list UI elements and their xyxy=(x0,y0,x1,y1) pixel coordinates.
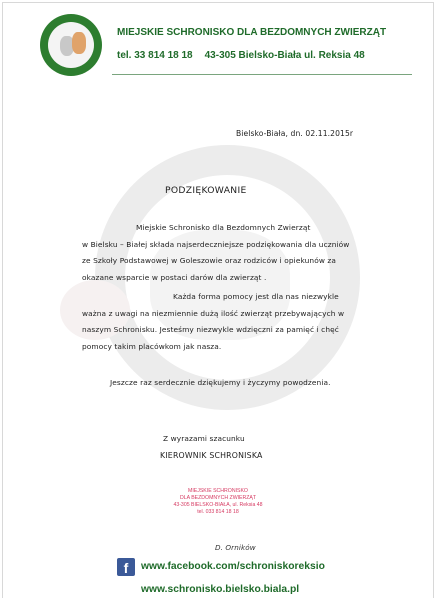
para1-line: ze Szkoły Podstawowej w Goleszowie oraz rodziców i opiekunów za xyxy=(82,256,337,265)
para1-line: Miejskie Schronisko dla Bezdomnych Zwierząt xyxy=(136,223,311,232)
logo-dog-icon xyxy=(72,32,86,54)
para2-line: ważna z uwagi na niezmiennie dużą ilość zwierząt przebywających w xyxy=(82,309,345,318)
para2-line: naszym Schronisku. Jesteśmy niezwykle wdzięczni za pamięć i chęć xyxy=(82,325,339,334)
para1-line: okazane wsparcie w postaci darów dla zwierząt . xyxy=(82,273,267,282)
para1-line: w Bielsku – Białej składa najserdeczniejsze podziękowania dla uczniów xyxy=(82,240,350,249)
para2-line: pomocy takim placówkom jak nasza. xyxy=(82,342,222,351)
header-divider xyxy=(112,74,412,75)
page-border-right xyxy=(433,2,434,598)
header-title: MIEJSKIE SCHRONISKO DLA BEZDOMNYCH ZWIERZĄT xyxy=(117,27,387,38)
stamp-line: DLA BEZDOMNYCH ZWIERZĄT xyxy=(179,495,257,501)
facebook-icon[interactable]: f xyxy=(117,558,135,576)
facebook-link[interactable]: www.facebook.com/schroniskoreksio xyxy=(141,561,325,572)
stamp-line: 43-305 BIELSKO-BIAŁA, ul. Reksia 48 xyxy=(173,502,263,508)
handwritten-signature: D. Orników xyxy=(215,543,256,552)
shelter-logo xyxy=(40,14,102,76)
closing-phrase: Z wyrazami szacunku xyxy=(163,434,245,443)
header-contact xyxy=(117,50,365,61)
header-phone: tel. 33 814 18 18 xyxy=(117,50,193,61)
para3: Jeszcze raz serdecznie dziękujemy i życzymy powodzenia. xyxy=(110,378,331,387)
logo-center xyxy=(48,22,94,68)
stamp-line: tel. 033 814 18 18 xyxy=(197,509,239,515)
page-border-left xyxy=(2,2,3,598)
signatory-title: KIEROWNIK SCHRONISKA xyxy=(160,451,263,460)
letter-heading: PODZIĘKOWANIE xyxy=(165,185,247,196)
page-border-top xyxy=(2,2,434,3)
stamp-line: MIEJSKIE SCHRONISKO xyxy=(188,488,248,494)
website-link[interactable]: www.schronisko.bielsko.biala.pl xyxy=(141,584,300,595)
institution-stamp xyxy=(168,488,268,516)
header-address: 43-305 Bielsko-Biała ul. Reksia 48 xyxy=(204,50,365,61)
letter-date: Bielsko-Biała, dn. 02.11.2015r xyxy=(236,129,354,138)
para2-line: Każda forma pomocy jest dla nas niezwykle xyxy=(173,292,339,301)
